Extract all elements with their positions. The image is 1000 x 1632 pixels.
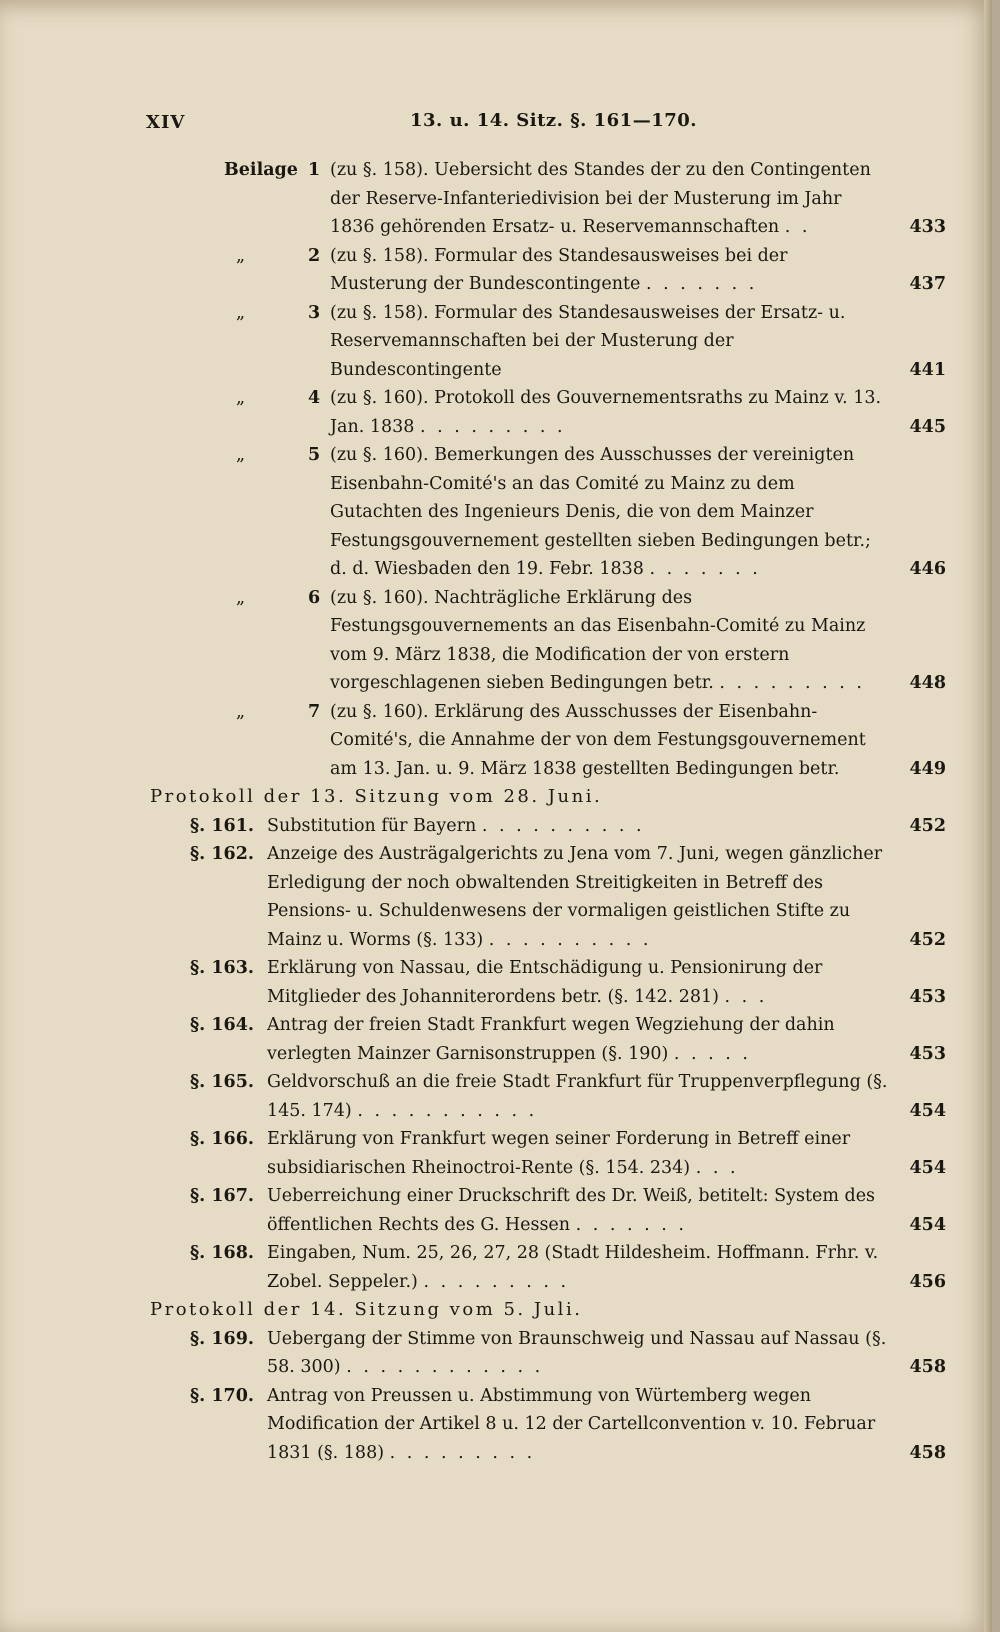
leader-dots: . . . . . . . . .: [389, 1442, 536, 1463]
beilage-number: 5: [308, 445, 321, 465]
page-ref: 449: [909, 758, 946, 779]
paragraph-entry: [150, 1068, 946, 1125]
paragraph-entry: [150, 1182, 946, 1239]
leader-dots: . . . . . . .: [575, 1214, 687, 1235]
leader-dots: . . . . . . . . . .: [481, 815, 645, 836]
page-ref: 448: [909, 673, 946, 693]
page-header: [146, 110, 946, 140]
paragraph-title: Antrag der freien Stadt Frankfurt wegen Wegziehung der dahin verlegten Mainzer Garnisonstruppen (§. 190): [267, 1015, 835, 1064]
protokoll-14-list: [150, 1325, 946, 1468]
page-ref: 452: [909, 815, 946, 836]
beilage-prefix: „: [236, 245, 246, 266]
paragraph-entry: [150, 1239, 946, 1296]
page-ref: 458: [909, 1357, 946, 1377]
paragraph-entry: [150, 1125, 946, 1182]
paragraph-text: [267, 812, 890, 841]
beilage-number: 7: [308, 701, 321, 722]
paragraph-text: [267, 840, 890, 954]
page-ref: 454: [909, 1100, 946, 1121]
page-ref: 454: [909, 1157, 946, 1178]
section-heading-14: Protokoll der 14. Sitzung vom 5. Juli.: [150, 1299, 583, 1320]
page-ref: 445: [909, 416, 946, 437]
beilage-entry: [150, 299, 946, 385]
protokoll-13-list: [150, 812, 946, 1297]
paragraph-entry: [150, 840, 946, 954]
page-ref: 453: [909, 986, 946, 1007]
paragraph-number: §. 170.: [190, 1385, 254, 1406]
toc-content: [146, 110, 946, 1467]
beilage-prefix: „: [236, 302, 246, 323]
leader-dots: . . . . . . . . .: [419, 416, 566, 437]
paragraph-text: [267, 1011, 890, 1068]
page-ref: 437: [909, 274, 946, 294]
page-ref: 454: [909, 1214, 946, 1235]
paragraph-title: Geldvorschuß an die freie Stadt Frankfurt für Truppenverpflegung (§. 145. 174): [267, 1072, 888, 1121]
paragraph-title: Uebergang der Stimme von Braunschweig und Nassau auf Nassau (§. 58. 300): [267, 1328, 887, 1377]
page-ref: 458: [909, 1442, 946, 1463]
leader-dots: . .: [784, 217, 811, 237]
beilage-entry: [150, 242, 946, 299]
leader-dots: . . . . . . .: [649, 559, 761, 579]
paragraph-number: §. 167.: [190, 1186, 254, 1206]
paragraph-title: Substitution für Bayern: [267, 815, 477, 836]
leader-dots: . . . . . . . . . . . .: [346, 1357, 544, 1377]
paragraph-number: §. 169.: [190, 1328, 254, 1349]
leader-dots: . . . . . . . . . .: [488, 929, 652, 950]
paragraph-text: [267, 1068, 890, 1125]
leader-dots: . . . . . . . . . . .: [357, 1100, 538, 1121]
beilage-entry: [150, 156, 946, 242]
paragraph-text: [267, 1325, 890, 1382]
page-ref: 452: [909, 929, 946, 950]
paragraph-title: Anzeige des Austrägalgerichts zu Jena vom 7. Juni, wegen gänzlicher Erledigung der noch obwaltenden Streitigkeiten in Betreff des Pensions- u. Schuldenwesens der vormaligen geistlichen Stifte zu Mainz u. Worms (§. 133): [267, 844, 883, 950]
leader-dots: . . .: [724, 986, 768, 1007]
beilage-entry: [150, 441, 946, 584]
leader-dots: . . . . . . . . .: [719, 673, 865, 693]
paragraph-text: [267, 1382, 890, 1468]
beilage-text: [330, 384, 890, 441]
paragraph-number: §. 164.: [190, 1015, 254, 1035]
paragraph-number: §. 163.: [190, 958, 254, 978]
paragraph-title: Erklärung von Nassau, die Entschädigung u. Pensionirung der Mitglieder des Johanniterordens betr. (§. 142. 281): [267, 958, 823, 1007]
beilage-entry: [150, 698, 946, 784]
page-edge: [984, 0, 992, 1632]
beilage-title: (zu §. 158). Uebersicht des Standes der zu den Contingenten der Reserve-Infanteriedivision bei der Musterung im Jahr 1836 gehörenden Ersatz- u. Reservemannschaften: [330, 160, 871, 237]
page-ref: 433: [909, 217, 946, 237]
beilage-title: (zu §. 160). Bemerkungen des Ausschusses der vereinigten Eisenbahn-Comité's an das Comité zu Mainz zu dem Gutachten des Ingenieurs Denis, die von dem Mainzer Festungsgouvernement gestellten sieben Bedingungen betr.; d. d. Wiesbaden den 19. Febr. 1838: [330, 445, 871, 579]
beilage-prefix: Beilage: [224, 160, 298, 180]
leader-dots: . . . . .: [673, 1043, 751, 1064]
paragraph-text: [267, 1182, 890, 1239]
beilage-text: [330, 584, 890, 698]
running-title: 13. u. 14. Sitz. §. 161—170.: [410, 110, 698, 131]
paragraph-number: §. 165.: [190, 1072, 254, 1092]
beilage-text: [330, 698, 890, 784]
page-ref: 446: [909, 559, 946, 579]
beilage-number: 6: [308, 587, 321, 608]
paragraph-title: Erklärung von Frankfurt wegen seiner Forderung in Betreff einer subsidiarischen Rheinoctroi-Rente (§. 154. 234): [267, 1129, 851, 1178]
beilage-prefix: „: [236, 388, 246, 408]
beilage-number: 1: [308, 160, 321, 180]
paragraph-number: §. 161.: [190, 815, 254, 836]
beilage-title: (zu §. 158). Formular des Standesausweises bei der Musterung der Bundescontingente: [330, 245, 788, 294]
paragraph-text: [267, 1125, 890, 1182]
paragraph-entry: [150, 812, 946, 841]
beilage-title: (zu §. 160). Nachträgliche Erklärung des Festungsgouvernements an das Eisenbahn-Comité zu Mainz vom 9. März 1838, die Modification der von erstern vorgeschlagenen sieben Bedingungen betr.: [330, 587, 866, 693]
beilage-number: 4: [308, 388, 321, 408]
paragraph-text: [267, 1239, 890, 1296]
page-number: XIV: [146, 112, 186, 133]
leader-dots: . . . . . . .: [645, 274, 758, 294]
paragraph-number: §. 168.: [190, 1243, 254, 1263]
beilage-title: (zu §. 160). Erklärung des Ausschusses der Eisenbahn-Comité's, die Annahme der von dem Festungsgouvernement am 13. Jan. u. 9. März 1838 gestellten Bedingungen betr.: [330, 701, 866, 779]
beilage-text: [330, 242, 890, 299]
beilage-prefix: „: [236, 587, 246, 608]
beilage-entry: [150, 584, 946, 698]
paragraph-number: §. 162.: [190, 844, 254, 864]
leader-dots: . . .: [695, 1157, 739, 1178]
beilage-text: [330, 299, 890, 385]
paragraph-title: Ueberreichung einer Druckschrift des Dr. Weiß, betitelt: System des öffentlichen Rechts des G. Hessen: [267, 1186, 876, 1235]
beilage-text: [330, 156, 890, 242]
paragraph-title: Antrag von Preussen u. Abstimmung von Würtemberg wegen Modification der Artikel 8 u. 12 der Cartellconvention v. 10. Februar 1831 (§. 188): [267, 1385, 876, 1463]
page-ref: 441: [909, 359, 946, 380]
paragraph-entry: [150, 1382, 946, 1468]
paragraph-number: §. 166.: [190, 1129, 254, 1149]
beilagen-list: [150, 156, 946, 783]
beilage-number: 2: [308, 245, 321, 266]
beilage-text: [330, 441, 890, 584]
paragraph-entry: [150, 954, 946, 1011]
paragraph-entry: [150, 1325, 946, 1382]
section-heading-13: Protokoll der 13. Sitzung vom 28. Juni.: [150, 786, 603, 807]
page-ref: 456: [909, 1271, 946, 1292]
beilage-title: (zu §. 160). Protokoll des Gouvernementsraths zu Mainz v. 13. Jan. 1838: [330, 388, 882, 437]
paragraph-entry: [150, 1011, 946, 1068]
beilage-prefix: „: [236, 701, 246, 722]
beilage-number: 3: [308, 302, 321, 323]
beilage-title: (zu §. 158). Formular des Standesausweises der Ersatz- u. Reservemannschaften bei der Musterung der Bundescontingente: [330, 302, 846, 380]
beilage-entry: [150, 384, 946, 441]
beilage-prefix: „: [236, 445, 246, 465]
paragraph-title: Eingaben, Num. 25, 26, 27, 28 (Stadt Hildesheim. Hoffmann. Frhr. v. Zobel. Seppeler.): [267, 1243, 879, 1292]
page-ref: 453: [909, 1043, 946, 1064]
leader-dots: . . . . . . . . .: [423, 1271, 570, 1292]
paragraph-text: [267, 954, 890, 1011]
